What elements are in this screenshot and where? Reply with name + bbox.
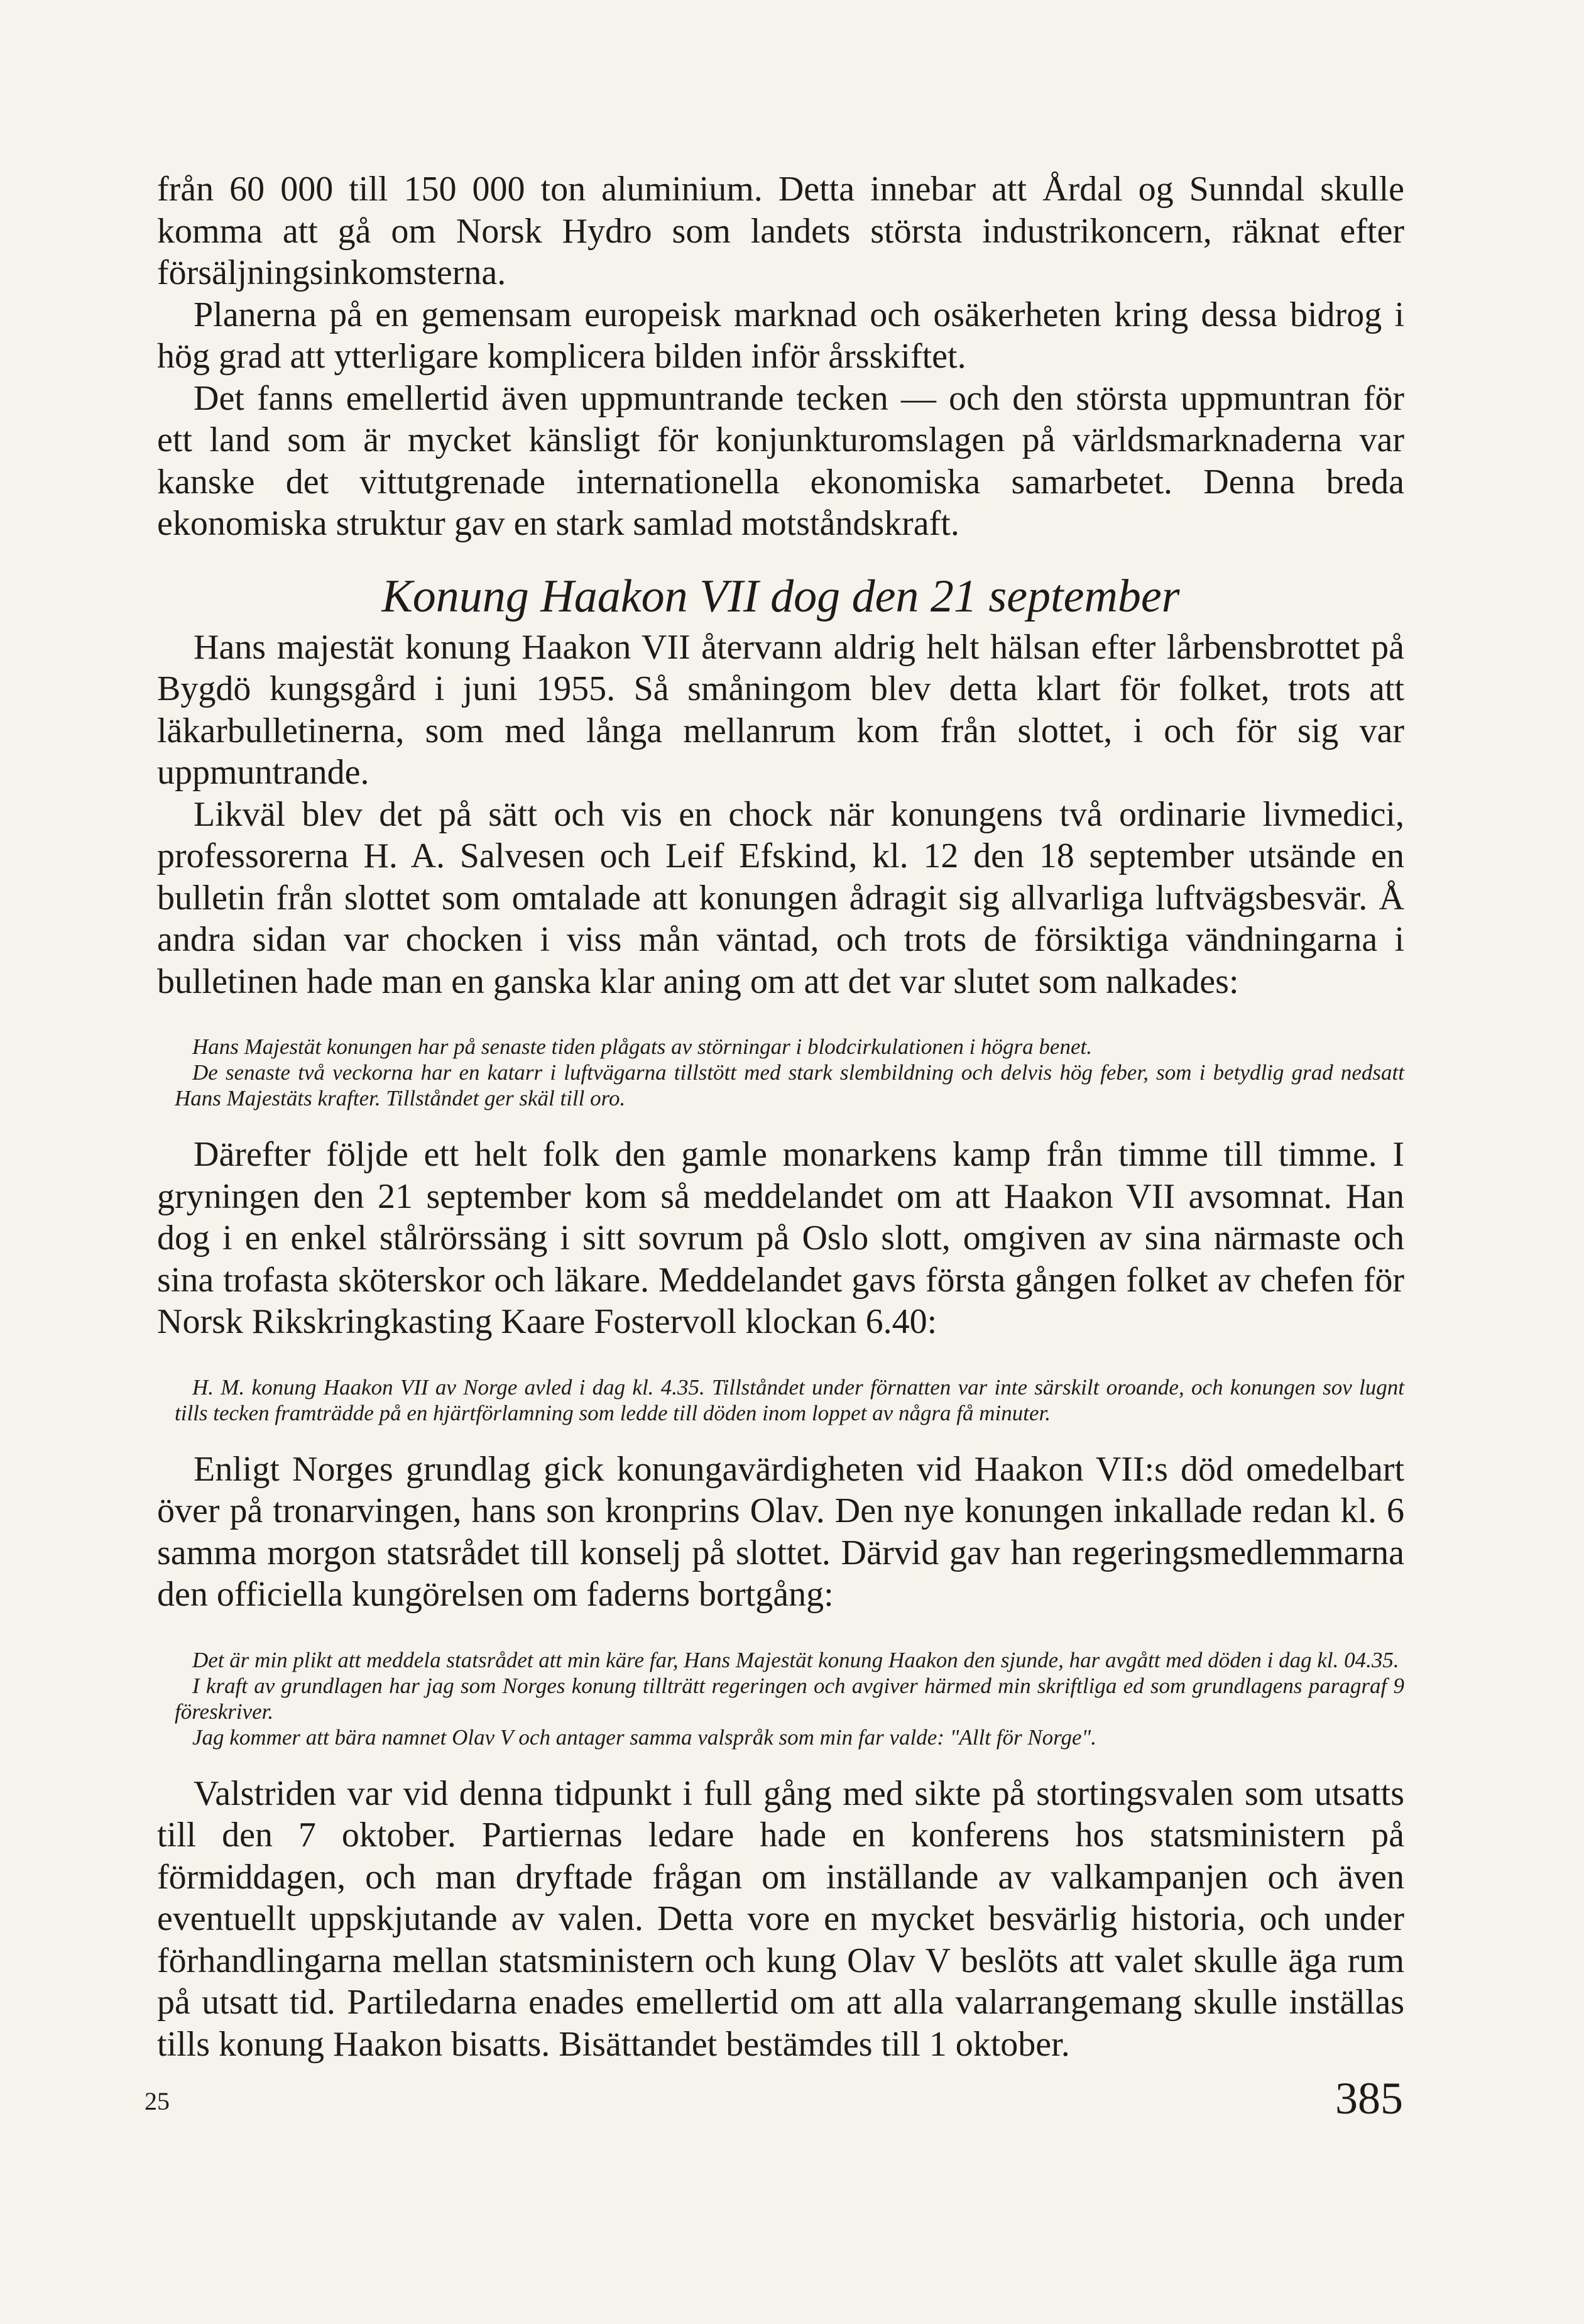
quote-paragraph: De senaste två veckorna har en katarr i luftvägarna tillstött med stark slembildning och delvis hög feber, som i betydlig grad nedsatt Hans Majestäts krafter. Tillståndet ger skäl till oro.	[175, 1060, 1404, 1110]
quote-paragraph: Hans Majestät konungen har på senaste tiden plågats av störningar i blodcirkulationen i högra benet.	[192, 1034, 1092, 1059]
proclamation-quote	[157, 1647, 1404, 1750]
section-heading: Konung Haakon VII dog den 21 september	[381, 570, 1180, 622]
paragraph: Likväl blev det på sätt och vis en chock när konungens två ordinarie livmedici, professorerna H. A. Salvesen och Leif Efskind, kl. 12 den 18 september utsände en bulletin från slottet som omtalade att konungen ådragit sig allvarliga luftvägsbesvär. Å andra sidan var chocken i viss mån väntad, och trots de försiktiga vändningarna i bulletinen hade man en ganska klar aning om att det var slutet som nalkades:	[157, 794, 1404, 1001]
page-number: 385	[1335, 2073, 1403, 2124]
paragraph: Hans majestät konung Haakon VII återvann aldrig helt hälsan efter lårbensbrottet på Bygdö kungsgård i juni 1955. Så småningom blev detta klart för folket, trots att läkarbulletinerna, som med långa mellanrum kom från slottet, i och för sig var uppmuntrande.	[157, 627, 1404, 792]
paragraph: Det fanns emellertid även uppmuntrande tecken — och den största uppmuntran för ett land som är mycket känsligt för konjunkturomslagen på världsmarknaderna var kanske det vittutgrenade internationella ekonomiska samarbetet. Denna breda ekonomiska struktur gav en stark samlad motståndskraft.	[157, 378, 1404, 543]
announcement-quote	[157, 1374, 1404, 1426]
text-column	[157, 168, 1404, 2065]
paragraph: Därefter följde ett helt folk den gamle monarkens kamp från timme till timme. I gryningen den 21 september kom så meddelandet om att Haakon VII avsomnat. Han dog i en enkel stålrörssäng i sitt sovrum på Oslo slott, omgiven av sina närmaste och sina trofasta sköterskor och läkare. Meddelandet gavs första gången folket av chefen för Norsk Rikskringkasting Kaare Fostervoll klockan 6.40:	[157, 1135, 1404, 1341]
quote-paragraph: Jag kommer att bära namnet Olav V och antager samma valspråk som min far valde: "Allt för Norge".	[192, 1724, 1096, 1750]
paragraph: Planerna på en gemensam europeisk marknad och osäkerheten kring dessa bidrog i hög grad att ytterligare komplicera bilden inför årsskiftet.	[157, 295, 1404, 376]
paragraph: Enligt Norges grundlag gick konungavärdigheten vid Haakon VII:s död omedelbart över på tronarvingen, hans son kronprins Olav. Den nye konungen inkallade redan kl. 6 samma morgon statsrådet till konselj på slottet. Därvid gav han regeringsmedlemmarna den officiella kungörelsen om faderns bortgång:	[157, 1449, 1404, 1614]
signature-mark: 25	[145, 2087, 170, 2115]
page-footer	[145, 2073, 1403, 2130]
quote-paragraph: Det är min plikt att meddela statsrådet att min käre far, Hans Majestät konung Haakon den sjunde, har avgått med döden i dag kl. 04.35.	[192, 1647, 1399, 1672]
paragraph: Valstriden var vid denna tidpunkt i full gång med sikte på stortingsvalen som utsatts till den 7 oktober. Partiernas ledare hade en konferens hos statsministern på förmiddagen, och man dryftade frågan om inställande av valkampanjen och även eventuellt uppskjutande av valen. Detta vore en mycket besvärlig historia, och under förhandlingarna mellan statsministern och kung Olav V beslöts att valet skulle äga rum på utsatt tid. Partiledarna enades emellertid om att alla valarrangemang skulle inställas tills konung Haakon bisatts. Bisättandet bestämdes till 1 oktober.	[157, 1773, 1404, 2064]
bulletin-quote	[157, 1034, 1404, 1111]
paragraph: från 60 000 till 150 000 ton aluminium. Detta innebar att Årdal og Sunndal skulle komma att gå om Norsk Hydro som landets största industrikoncern, räknat efter försäljningsinkomsterna.	[157, 170, 1404, 292]
quote-paragraph: H. M. konung Haakon VII av Norge avled i dag kl. 4.35. Tillståndet under förnatten var inte särskilt oroande, och konungen sov lugnt tills tecken framträdde på en hjärtförlamning som ledde till döden inom loppet av några få minuter.	[175, 1374, 1404, 1425]
quote-paragraph: I kraft av grundlagen har jag som Norges konung tillträtt regeringen och avgiver härmed min skriftliga ed som grundlagens paragraf 9 föreskriver.	[175, 1673, 1404, 1724]
